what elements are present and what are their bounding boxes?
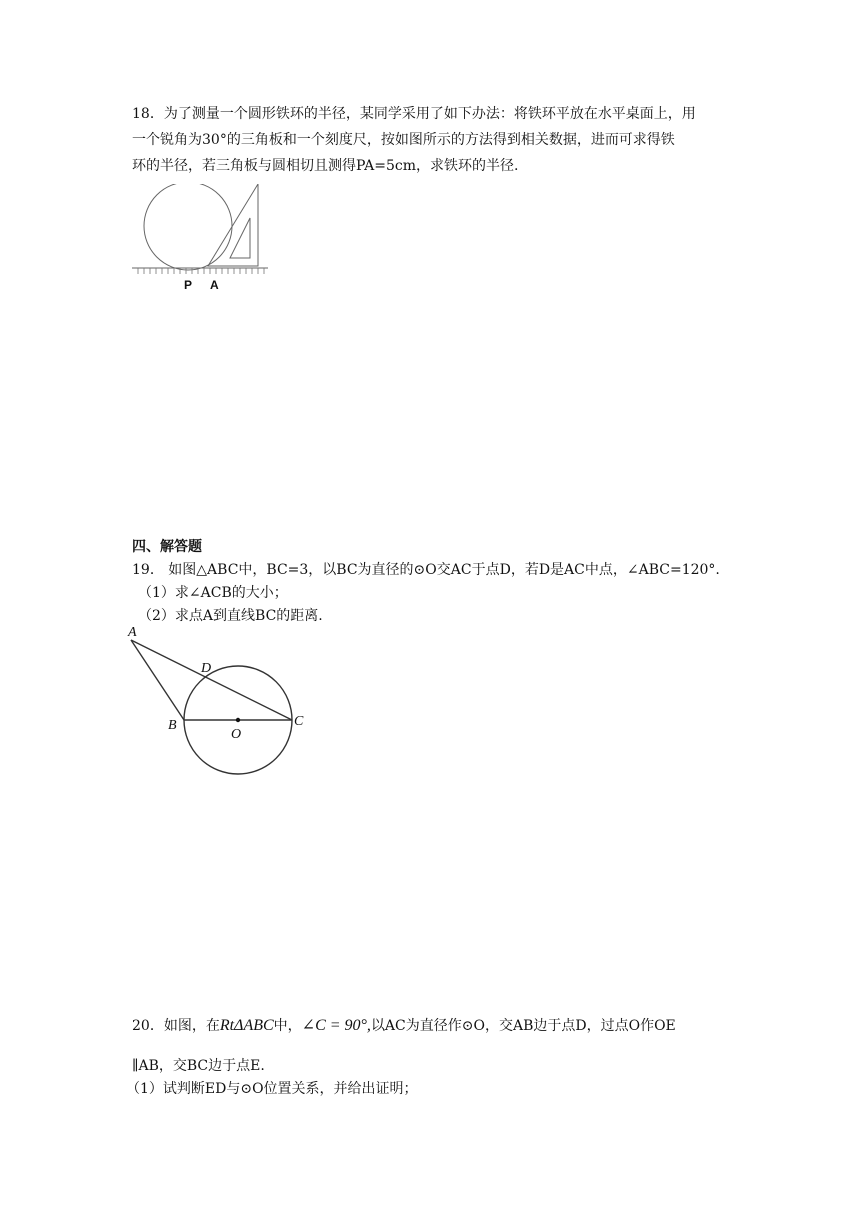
q18-text-line-1: 18．为了测量一个圆形铁环的半径，某同学采用了如下办法：将铁环平放在水平桌面上，用 [132, 106, 696, 122]
center-point-o [236, 718, 240, 722]
q20-suffix: 以AC为直径作⊙O，交AB边于点D，过点O作OE [370, 1018, 676, 1034]
q19-part-1: （1）求∠ACB的大小； [138, 585, 288, 601]
q19-figure [126, 622, 316, 782]
q18-figure [130, 184, 280, 296]
label-c: C [294, 714, 304, 729]
q18-text-line-3: 环的半径，若三角板与圆相切且测得PA=5cm，求铁环的半径. [132, 158, 519, 174]
label-p: P [184, 278, 193, 292]
section-heading: 四、解答题 [132, 539, 202, 555]
q20-prefix: 20．如图，在 [132, 1018, 220, 1034]
q20-text-line-2: ∥AB，交BC边于点E. [132, 1058, 265, 1074]
q20-part-1: （1）试判断ED与⊙O位置关系，并给出证明； [126, 1081, 418, 1097]
label-a: A [210, 278, 219, 292]
q19-part-2: （2）求点A到直线BC的距离. [138, 608, 323, 624]
q20-text-line-1 [132, 1016, 676, 1036]
q20-math-angle: ∠C = 90°, [301, 1017, 371, 1034]
iron-ring-circle [144, 184, 232, 270]
label-a: A [128, 625, 137, 640]
q18-text-line-2: 一个锐角为30°的三角板和一个刻度尺，按如图所示的方法得到相关数据，进而可求得铁 [132, 132, 675, 148]
label-d: D [201, 661, 212, 676]
segment-ac [131, 640, 292, 720]
label-o: O [231, 727, 242, 742]
set-square-inner [230, 218, 250, 258]
q20-mid: 中， [273, 1018, 302, 1034]
q19-text-line-1: 19． 如图△ABC中，BC=3，以BC为直径的⊙O交AC于点D，若D是AC中点，∠ABC=120°. [132, 562, 720, 578]
q20-math-triangle: RtΔABC [219, 1017, 274, 1034]
label-b: B [168, 718, 177, 733]
segment-ab [131, 640, 184, 720]
ruler-ticks [138, 268, 264, 274]
